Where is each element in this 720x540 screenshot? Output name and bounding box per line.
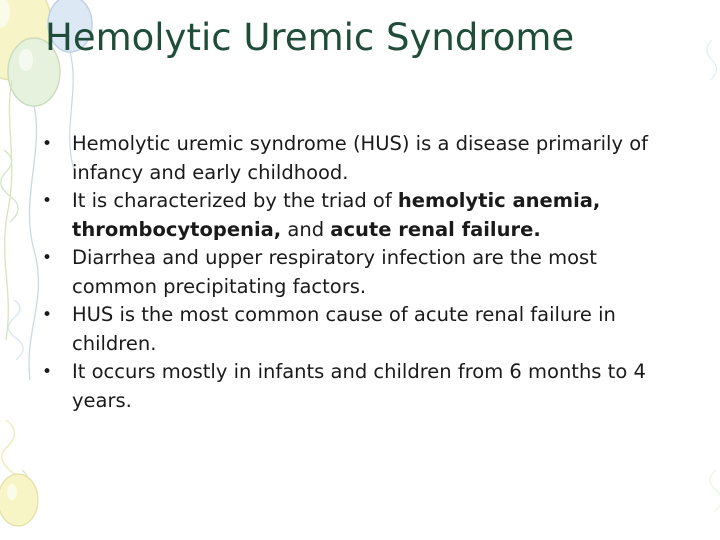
- bullet-segment: It is characterized by the triad of: [72, 189, 398, 212]
- bullet-bold-segment: hemolytic anemia, thrombocytopenia,: [72, 189, 601, 241]
- bullet-item: [42, 187, 672, 244]
- bullet-segment: Diarrhea and upper respiratory infection are the most common precipitating factors.: [72, 246, 597, 298]
- bullet-text: [72, 360, 646, 412]
- bullet-text: [72, 132, 648, 184]
- bullet-dot-icon: •: [42, 248, 53, 268]
- bullet-item: [42, 301, 672, 358]
- bullet-item: [42, 358, 672, 415]
- ribbon-curls-left: [1, 150, 27, 502]
- bullet-text: [72, 189, 600, 241]
- bullet-segment: and: [281, 217, 331, 241]
- ribbon-curls-right: [707, 40, 720, 512]
- bullet-dot-icon: •: [42, 305, 53, 325]
- slide-title: Hemolytic Uremic Syndrome: [45, 16, 575, 59]
- bullet-segment: HUS is the most common cause of acute renal failure in children.: [72, 303, 616, 355]
- bullet-item: [42, 244, 672, 301]
- bullet-bold-segment: acute renal failure.: [330, 217, 541, 241]
- bullet-dot-icon: •: [42, 362, 53, 382]
- bullet-segment: It occurs mostly in infants and children from 6 months to 4 years.: [72, 360, 646, 412]
- bullet-item: [42, 130, 672, 187]
- bullet-list: [42, 130, 672, 415]
- bullet-text: [72, 246, 597, 298]
- bullet-dot-icon: •: [42, 191, 53, 211]
- bullet-segment: Hemolytic uremic syndrome (HUS) is a disease primarily of infancy and early childhood.: [72, 132, 649, 184]
- balloon-bottom-left: [0, 474, 38, 526]
- bullet-dot-icon: •: [42, 134, 53, 154]
- bullet-text: [72, 303, 616, 355]
